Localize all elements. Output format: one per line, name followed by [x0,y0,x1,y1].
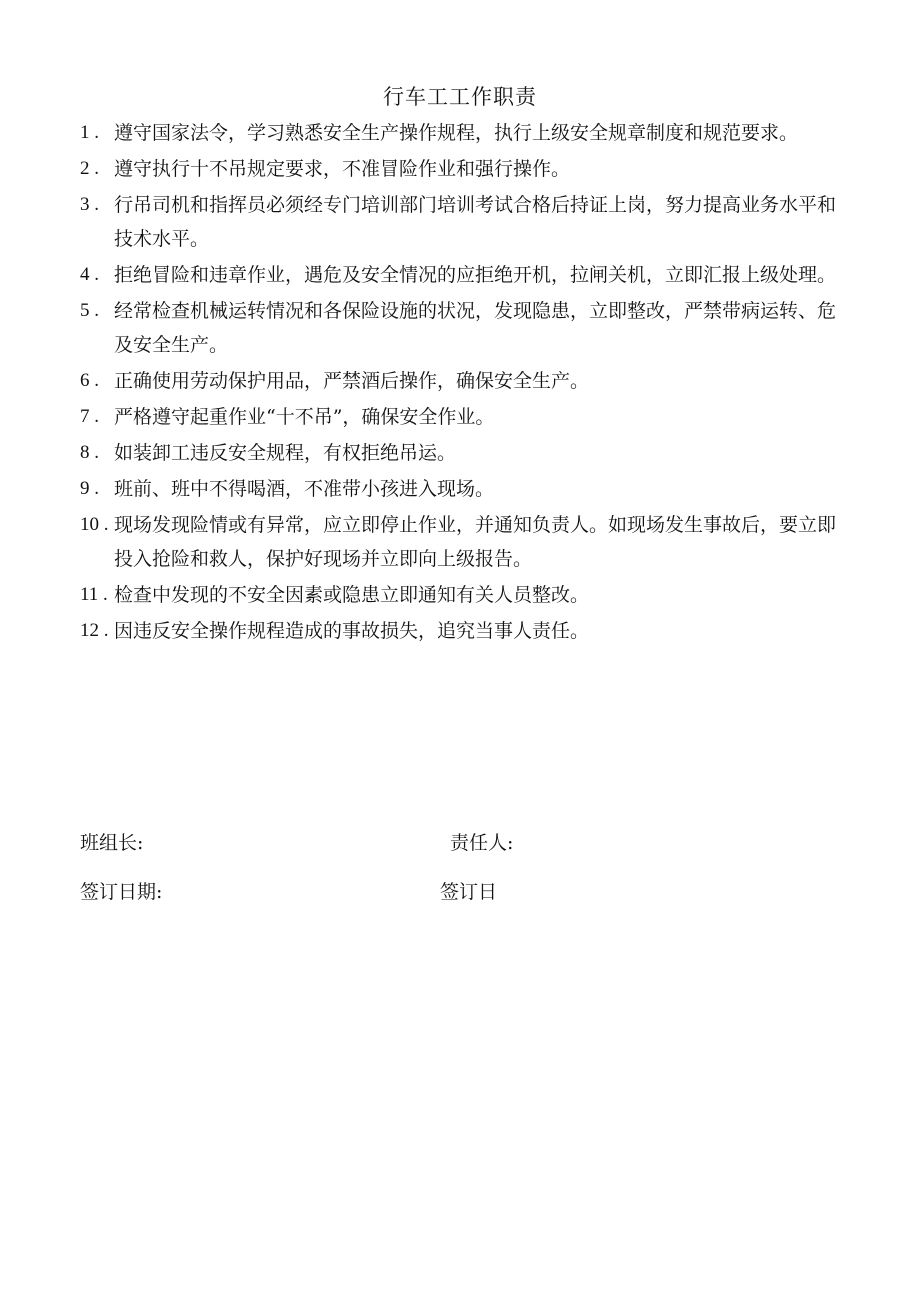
list-item [80,472,840,506]
item-number: 2 . [80,158,99,179]
item-text: 正确使用劳动保护用品，严禁酒后操作，确保安全生产。 [114,370,590,392]
item-text: 经常检查机械运转情况和各保险设施的状况，发现隐患，立即整改，严禁带病运转、危及安全生产。 [114,300,837,356]
list-item [80,508,840,576]
list-item [80,116,840,150]
item-text: 现场发现险情或有异常，应立即停止作业，并通知负责人。如现场发生事故后，要立即投入抢险和救人，保护好现场并立即向上级报告。 [114,514,837,570]
item-number: 8 . [80,442,99,463]
item-number: 3 . [80,194,99,215]
item-text: 严格遵守起重作业“十不吊”，确保安全作业。 [114,406,495,428]
item-text: 遵守执行十不吊规定要求，不准冒险作业和强行操作。 [114,158,571,180]
list-item [80,614,840,648]
list-item [80,294,840,362]
item-number: 6 . [80,370,99,391]
item-text: 拒绝冒险和违章作业，遇危及安全情况的应拒绝开机，拉闸关机，立即汇报上级处理。 [114,264,837,286]
item-number: 12 . [80,620,109,641]
sign-date-right-label: 签订日 [440,881,498,903]
item-text: 如装卸工违反安全规程，有权拒绝吊运。 [114,442,457,464]
item-number: 10 . [80,514,109,535]
page-title: 行车工工作职责 [383,85,537,109]
list-item [80,152,840,186]
list-item [80,364,840,398]
list-item [80,258,840,292]
sign-date-label: 签订日期: [80,881,163,903]
item-number: 11 . [80,584,108,605]
item-number: 5 . [80,300,99,321]
item-number: 4 . [80,264,99,285]
item-text: 班前、班中不得喝酒，不准带小孩进入现场。 [114,478,495,500]
duty-list [80,116,840,650]
item-text: 检查中发现的不安全因素或隐患立即通知有关人员整改。 [114,584,590,606]
item-number: 7 . [80,406,99,427]
list-item [80,578,840,612]
item-text: 遵守国家法令，学习熟悉安全生产操作规程，执行上级安全规章制度和规范要求。 [114,122,799,144]
team-leader-label: 班组长: [80,832,144,854]
item-text: 因违反安全操作规程造成的事故损失，追究当事人责任。 [114,620,590,642]
item-text: 行吊司机和指挥员必须经专门培训部门培训考试合格后持证上岗，努力提高业务水平和技术水平。 [114,194,837,250]
list-item [80,436,840,470]
responsible-person-label: 责任人: [450,832,514,854]
list-item [80,188,840,256]
item-number: 1 . [80,122,99,143]
item-number: 9 . [80,478,99,499]
list-item [80,400,840,434]
